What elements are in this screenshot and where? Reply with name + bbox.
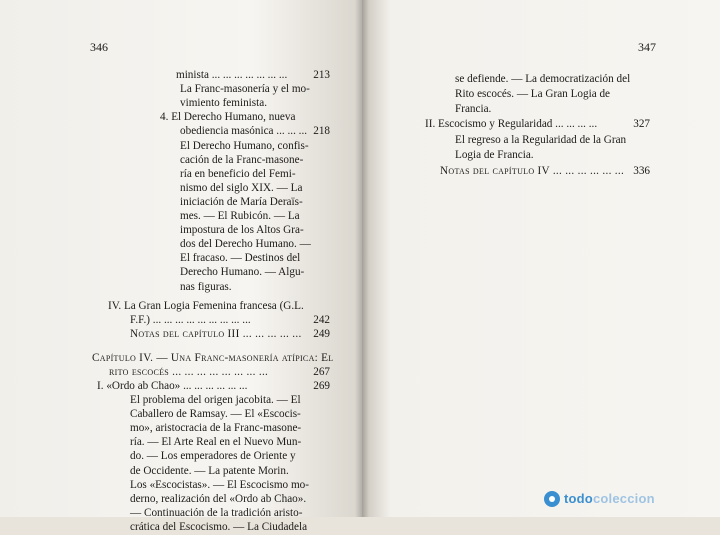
toc-line: ría. — El Arte Real en el Nuevo Mun- xyxy=(130,436,302,449)
watermark-text-b: coleccion xyxy=(592,491,655,506)
watermark-text xyxy=(564,491,655,506)
toc-line: nas figuras. xyxy=(180,280,232,293)
toc-line: I. «Ordo ab Chao» ... ... ... ... ... ... xyxy=(97,379,248,392)
toc-line: Rito escocés. — La Gran Logia de xyxy=(455,88,611,100)
toc-line: minista ... ... ... ... ... ... ... xyxy=(176,69,288,81)
toc-line: El fracaso. — Destinos del xyxy=(180,252,301,265)
toc-line: El Derecho Humano, confis- xyxy=(180,139,309,152)
toc-line: — Continuación de la tradición aristo- xyxy=(130,506,303,519)
toc-line: de Occidente. — La patente Morin. xyxy=(130,464,289,477)
toc-line: nismo del siglo XIX. — La xyxy=(180,181,303,194)
toc-line: La Franc-masonería y el mo- xyxy=(180,83,310,96)
toc-line: Francia. xyxy=(455,103,492,115)
toc-line: Notas del capítulo III ... ... ... ... ... xyxy=(130,327,302,340)
logo-icon xyxy=(544,491,560,507)
toc-page-ref: 242 xyxy=(313,313,330,326)
toc-line: obediencia masónica ... ... ... xyxy=(180,125,308,138)
toc-line: do. — Los emperadores de Oriente y xyxy=(130,450,296,463)
toc-page-ref: 218 xyxy=(313,125,330,138)
toc-line: Los «Escocistas». — El Escocismo mo- xyxy=(130,478,309,491)
toc-line: se defiende. — La democratización del xyxy=(455,73,631,85)
watermark-text-a: todo xyxy=(564,491,593,506)
toc-page-ref: 213 xyxy=(313,69,330,81)
toc-line: F.F.) ... ... ... ... ... ... ... ... ... xyxy=(130,313,251,326)
toc-page-ref: 267 xyxy=(313,365,330,378)
toc-line: Logia de Francia. xyxy=(455,149,534,161)
book-gutter xyxy=(355,0,369,517)
left-page-number: 346 xyxy=(90,40,108,54)
toc-line: mo», aristocracia de la Franc-masone- xyxy=(130,422,302,435)
watermark-logo xyxy=(544,489,714,511)
toc-line: impostura de los Altos Gra- xyxy=(180,224,304,237)
toc-line: 4. El Derecho Humano, nueva xyxy=(160,111,296,124)
toc-line: El regreso a la Regularidad de la Gran xyxy=(455,134,627,146)
toc-line: ría en beneficio del Femi- xyxy=(180,167,296,180)
toc-page-ref: 327 xyxy=(633,118,650,130)
toc-line: IV. La Gran Logia Femenina francesa (G.L. xyxy=(108,299,304,312)
toc-line: Derecho Humano. — Algu- xyxy=(180,266,305,279)
toc-line: Capítulo IV. — Una Franc-masonería atípica: El xyxy=(92,351,334,364)
toc-page-ref: 249 xyxy=(313,327,330,340)
toc-line: cación de la Franc-masone- xyxy=(180,153,304,166)
toc-line: Caballero de Ramsay. — El «Escocis- xyxy=(130,408,301,421)
right-page-number: 347 xyxy=(638,40,656,54)
right-page xyxy=(362,0,720,517)
toc-line: II. Escocismo y Regularidad ... ... ... ... xyxy=(425,118,598,130)
toc-line: El problema del origen jacobita. — El xyxy=(130,394,301,406)
toc-line: crática del Escocismo. — La Ciudadela xyxy=(130,520,308,533)
toc-page-ref: 336 xyxy=(633,165,650,177)
toc-line: vimiento feminista. xyxy=(180,97,267,110)
toc-line: dos del Derecho Humano. — xyxy=(180,238,311,251)
toc-page-ref: 269 xyxy=(313,379,330,392)
toc-line: Notas del capítulo IV ... ... ... ... ... ... xyxy=(440,165,625,177)
toc-line: derno, realización del «Ordo ab Chao». xyxy=(130,492,307,505)
toc-line: rito escocés ... ... ... ... ... ... ... ... xyxy=(109,365,269,378)
toc-line: iniciación de María Deraïs- xyxy=(180,195,303,208)
toc-line: mes. — El Rubicón. — La xyxy=(180,210,300,222)
